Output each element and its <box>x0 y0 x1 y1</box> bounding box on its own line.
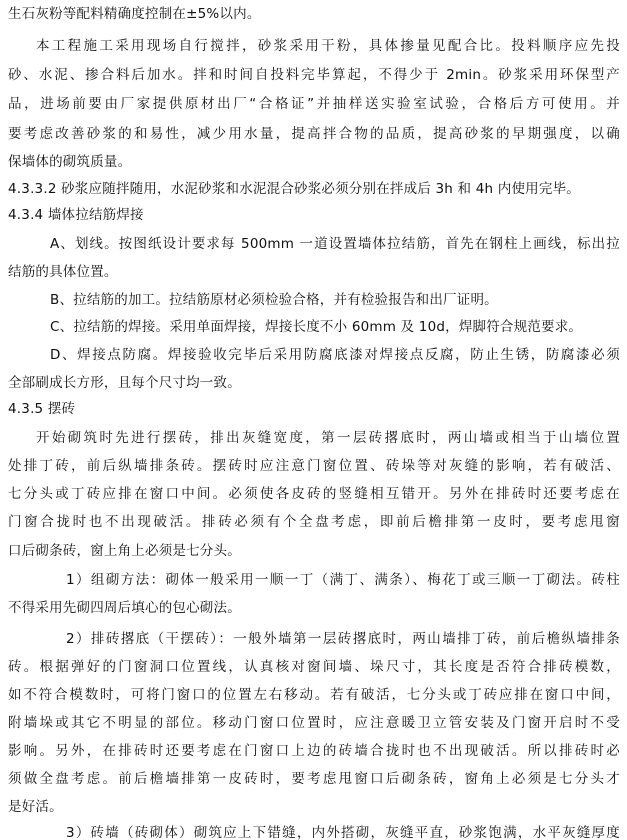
text-line: 保墙体的砌筑质量。 <box>8 154 132 170</box>
text-line: 门窗合拢时也不出现破活。排砖必须有个全盘考虑，即前后檐排第一皮时，要考虑甩窗 <box>8 514 620 530</box>
text-line: 砂、水泥、掺合料后加水。拌和时间自投料完毕算起，不得少于 2min。砂浆采用环保型产 <box>8 67 620 83</box>
section-heading-4-3-5: 4.3.5 摆砖 <box>8 401 76 417</box>
paragraph-first-line: 开始砌筑时先进行摆砖，排出灰缝宽度，第一层砖撂底时，两山墙或相当于山墙位置 <box>36 430 620 446</box>
section-heading-4-3-4: 4.3.4 墙体拉结筋焊接 <box>8 207 144 223</box>
clause-4-3-3-2: 4.3.3.2 砂浆应随拌随用，水泥砂浆和水泥混合砂浆必须分别在拌成后 3h 和 4h 内使用完毕。 <box>8 181 580 197</box>
text-line: 砖。根据弹好的门窗洞口位置线，认真核对窗间墙、垛尺寸，其长度是否符合排砖模数， <box>8 659 620 675</box>
text-line: 全部刷成长方形，且每个尺寸均一致。 <box>8 375 241 391</box>
list-item-3: 3）砖墙（砖砌体）砌筑应上下错缝，内外搭砌，灰缝平直，砂浆饱满，水平灰缝厚度 <box>66 825 620 840</box>
list-item-b: B、拉结筋的加工。拉结筋原材必须检验合格，并有检验报告和出厂证明。 <box>50 292 498 308</box>
text-line: 如不符合模数时，可将门窗口的位置左右移动。若有破活，七分头或丁砖应排在窗口中间， <box>8 687 620 703</box>
list-item-d: D、焊接点防腐。焊接验收完毕后采用防腐底漆对焊接点反腐，防止生锈，防腐漆必须 <box>50 347 620 363</box>
text-line: 不得采用先砌四周后填心的包心砌法。 <box>8 600 241 616</box>
text-line: 品，进场前要由厂家提供原材出厂“合格证”并抽样送实验室试验，合格后方可使用。并 <box>8 96 620 112</box>
text-line: 须做全盘考虑。前后檐墙排第一皮砖时，要考虑甩窗口后砌条砖，窗角上必须是七分头才 <box>8 771 620 787</box>
list-item-1: 1）组砌方法：砌体一般采用一顺一丁（满丁、满条）、梅花丁或三顺一丁砌法。砖柱 <box>66 572 620 588</box>
text-line: 处排丁砖，前后纵墙排条砖。摆砖时应注意门窗位置、砖垛等对灰缝的影响，若有破活、 <box>8 458 620 474</box>
text-line: 附墙垛或其它不明显的部位。移动门窗口位置时，应注意暖卫立管安装及门窗开启时不受 <box>8 715 620 731</box>
list-item-a: A、划线。按图纸设计要求每 500mm 一道设置墙体拉结筋，首先在钢柱上画线，标出拉 <box>50 236 620 252</box>
list-item-c: C、拉结筋的焊接。采用单面焊接，焊接长度不小 60mm 及 10d，焊脚符合规范要求。 <box>50 319 583 335</box>
text-line: 是好活。 <box>8 799 63 815</box>
paragraph-first-line: 本工程施工采用现场自行搅拌，砂浆采用干粉，具体掺量见配合比。投料顺序应先投 <box>36 38 620 54</box>
text-line: 口后砌条砖，窗上角上必须是七分头。 <box>8 543 241 559</box>
text-line: 要考虑改善砂浆的和易性，减少用水量，提高拌合物的品质，提高砂浆的早期强度，以确 <box>8 126 620 142</box>
text-line: 影响。另外，在排砖时还要考虑在门窗口上边的砖墙合拢时也不出现破活。所以排砖时必 <box>8 743 620 759</box>
text-line: 生石灰粉等配料精确度控制在±5%以内。 <box>8 6 261 22</box>
text-line: 结筋的具体位置。 <box>8 264 118 280</box>
list-item-2: 2）排砖撂底（干摆砖）：一般外墙第一层砖撂底时，两山墙排丁砖，前后檐纵墙排条 <box>66 631 620 647</box>
text-line: 七分头或丁砖应排在窗口中间。必须使各皮砖的竖缝相互错开。另外在排砖时还要考虑在 <box>8 486 620 502</box>
